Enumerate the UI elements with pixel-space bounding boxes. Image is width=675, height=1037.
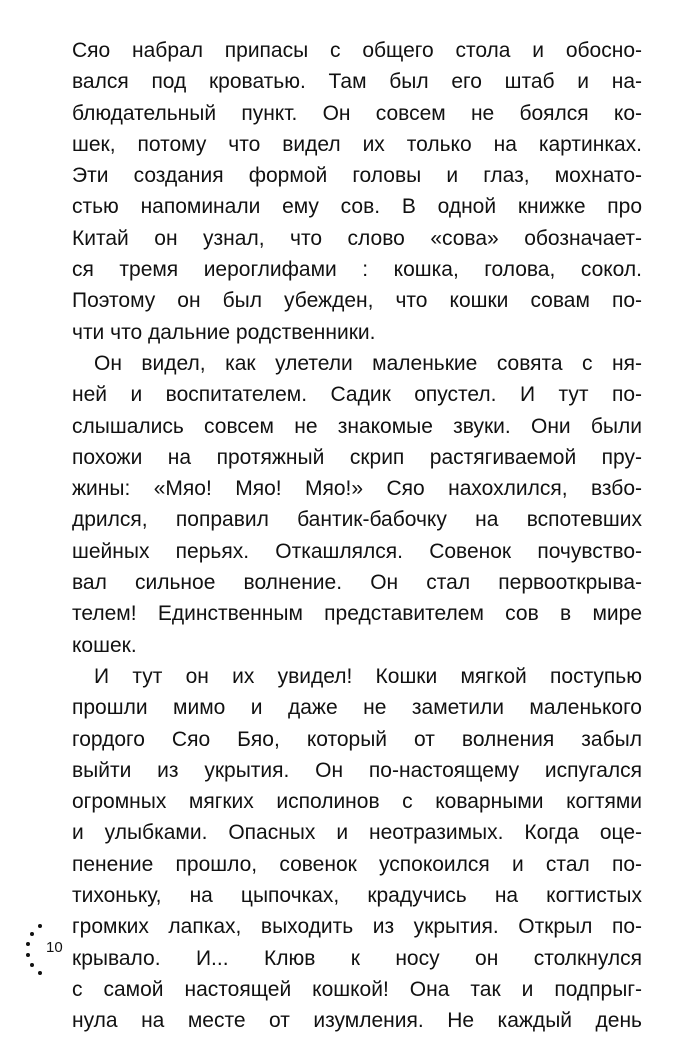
paragraph-1 (72, 35, 642, 348)
page-number: 10 (46, 939, 63, 956)
text-line: похожи на протяжный скрип растягиваемой пру- (72, 445, 642, 469)
text-line: нула на месте от изумления. Не каждый день (72, 1009, 642, 1033)
text-line: шек, потому что видел их только на картинках. (72, 132, 642, 156)
paragraph-3 (72, 661, 642, 1037)
text-line: гордого Сяо Бяо, который от волнения забыл (72, 727, 642, 751)
text-line: Поэтому он был убежден, что кошки совам по- (72, 289, 642, 313)
ornament-dot (38, 924, 42, 928)
text-line: ся тремя иероглифами : кошка, голова, сокол. (72, 258, 642, 282)
text-line: и улыбками. Опасных и неотразимых. Когда оце- (72, 821, 642, 845)
text-line: И тут он их увидел! Кошки мягкой поступью (94, 664, 642, 688)
text-line: с самой настоящей кошкой! Она так и подпрыг- (72, 977, 642, 1001)
ornament-dot (30, 932, 34, 936)
text-line: огромных мягких исполинов с коварными когтями (72, 790, 642, 814)
paragraph-2 (72, 348, 642, 661)
text-line: кошек. (72, 633, 137, 657)
text-line: слышались совсем не знакомые звуки. Они были (72, 414, 642, 438)
text-line: вался под кроватью. Там был его штаб и на- (72, 70, 642, 94)
ornament-dot (30, 963, 34, 967)
text-line: блюдательный пункт. Он совсем не боялся ко- (72, 101, 642, 125)
text-line: стью напоминали ему сов. В одной книжке про (72, 195, 642, 219)
text-line: громких лапках, выходить из укрытия. Открыл по- (72, 915, 642, 939)
text-line: вал сильное волнение. Он стал первооткрыва- (72, 571, 642, 595)
text-line: Китай он узнал, что слово «сова» обозначает- (72, 226, 642, 250)
text-line: ней и воспитателем. Садик опустел. И тут по- (72, 383, 642, 407)
text-line: Сяо набрал припасы с общего стола и обосно- (72, 39, 642, 62)
text-line: крывало. И... Клюв к носу он столкнулся (72, 946, 642, 970)
text-line: Эти создания формой головы и глаз, мохнато- (72, 164, 642, 188)
text-line: дрился, поправил бантик-бабочку на вспотевших (72, 508, 642, 532)
text-line: Он видел, как улетели маленькие совята с ня- (94, 351, 642, 375)
text-line: жины: «Мяо! Мяо! Мяо!» Сяо нахохлился, взбо- (72, 477, 642, 501)
text-line: чти что дальние родственники. (72, 320, 376, 344)
ornament-dot (26, 953, 30, 957)
page-footer (26, 922, 86, 982)
ornament-dot (38, 971, 42, 975)
text-line: шейных перьях. Откашлялся. Совенок почувство- (72, 539, 642, 563)
text-line: пенение прошло, совенок успокоился и стал по- (72, 852, 642, 876)
text-line: телем! Единственным представителем сов в мире (72, 602, 642, 626)
ornament-dot (26, 942, 30, 946)
page-body (72, 35, 642, 1037)
text-line: прошли мимо и даже не заметили маленького (72, 696, 642, 720)
text-line: тихоньку, на цыпочках, крадучись на когтистых (72, 884, 642, 908)
text-line: выйти из укрытия. Он по-настоящему испугался (72, 758, 642, 782)
